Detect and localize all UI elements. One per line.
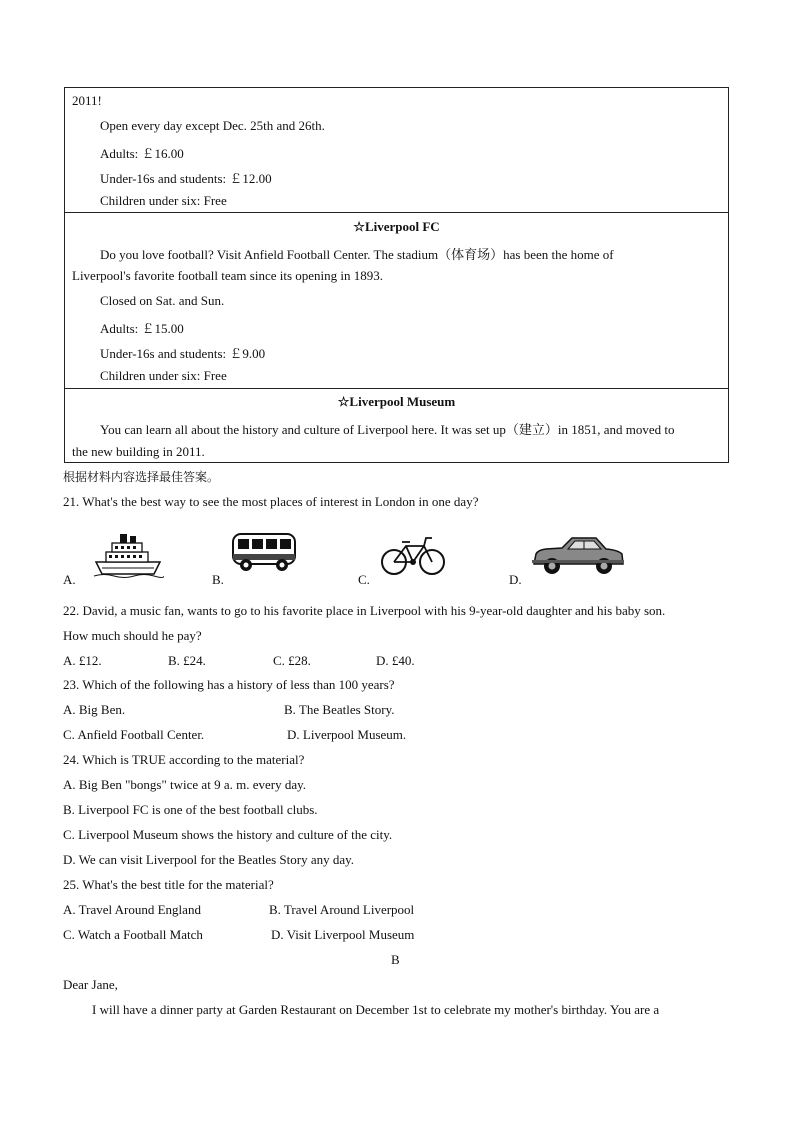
q21-option-a: A.: [63, 572, 76, 587]
q23-option-b: B. The Beatles Story.: [284, 702, 395, 717]
liverpool-museum-heading: ☆Liverpool Museum: [337, 394, 456, 409]
table-divider: [65, 388, 728, 389]
q22-option-d: D. £40.: [376, 653, 415, 668]
q25-option-d: D. Visit Liverpool Museum: [271, 927, 415, 942]
q23-option-c: C. Anfield Football Center.: [63, 727, 205, 742]
q25-option-c: C. Watch a Football Match: [63, 927, 203, 942]
liverpool-fc-children-price: Children under six: Free: [100, 368, 227, 383]
liverpool-fc-heading: ☆Liverpool FC: [353, 219, 440, 234]
section-b-label: B: [391, 952, 400, 967]
bicycle-icon: [380, 534, 446, 578]
q25-option-b: B. Travel Around Liverpool: [269, 902, 415, 917]
letter-line1: I will have a dinner party at Garden Restaurant on December 1st to celebrate my mother's birthday. You are a: [92, 1002, 660, 1017]
question-24: 24. Which is TRUE according to the material?: [63, 752, 305, 767]
letter-greeting: Dear Jane,: [63, 977, 118, 992]
section1-continuation: 2011!: [72, 93, 102, 108]
question-22-line2: How much should he pay?: [63, 628, 202, 643]
info-table: [64, 87, 729, 463]
section1-open-hours: Open every day except Dec. 25th and 26th.: [100, 118, 325, 133]
q23-option-a: A. Big Ben.: [63, 702, 126, 717]
car-icon: [530, 532, 626, 578]
liverpool-fc-under16-price: Under-16s and students: ￡9.00: [100, 346, 266, 361]
q24-option-b: B. Liverpool FC is one of the best football clubs.: [63, 802, 318, 817]
instruction: 根据材料内容选择最佳答案。: [63, 470, 220, 484]
question-25: 25. What's the best title for the material?: [63, 877, 274, 892]
q21-option-b: B.: [212, 572, 224, 587]
question-22-line1: 22. David, a music fan, wants to go to his favorite place in Liverpool with his 9-year-old daughter and his baby son.: [63, 603, 666, 618]
question-21: 21. What's the best way to see the most places of interest in London in one day?: [63, 494, 479, 509]
q25-option-a: A. Travel Around England: [63, 902, 201, 917]
liverpool-fc-para-line1: Do you love football? Visit Anfield Football Center. The stadium（体育场）has been the home of: [100, 247, 614, 262]
q23-option-d: D. Liverpool Museum.: [287, 727, 407, 742]
q22-option-a: A. £12.: [63, 653, 102, 668]
section1-children-price: Children under six: Free: [100, 193, 227, 208]
q24-option-a: A. Big Ben "bongs" twice at 9 a. m. every day.: [63, 777, 306, 792]
bus-icon: [230, 530, 298, 574]
liverpool-museum-para-line2: the new building in 2011.: [72, 444, 205, 459]
q22-option-c: C. £28.: [273, 653, 311, 668]
liverpool-museum-para-line1: You can learn all about the history and culture of Liverpool here. It was set up（建立）in 1851, and moved to: [100, 422, 675, 437]
question-23: 23. Which of the following has a history of less than 100 years?: [63, 677, 395, 692]
q21-option-d: D.: [509, 572, 522, 587]
liverpool-fc-adult-price: Adults: ￡15.00: [100, 321, 184, 336]
q21-option-c: C.: [358, 572, 370, 587]
q22-option-b: B. £24.: [168, 653, 206, 668]
section1-adult-price: Adults: ￡16.00: [100, 146, 184, 161]
q24-option-d: D. We can visit Liverpool for the Beatles Story any day.: [63, 852, 355, 867]
liverpool-fc-closed: Closed on Sat. and Sun.: [100, 293, 225, 308]
section1-under16-price: Under-16s and students: ￡12.00: [100, 171, 272, 186]
table-divider: [65, 212, 728, 213]
q24-option-c: C. Liverpool Museum shows the history and culture of the city.: [63, 827, 393, 842]
ship-icon: [92, 530, 164, 580]
liverpool-fc-para-line2: Liverpool's favorite football team since its opening in 1893.: [72, 268, 384, 283]
